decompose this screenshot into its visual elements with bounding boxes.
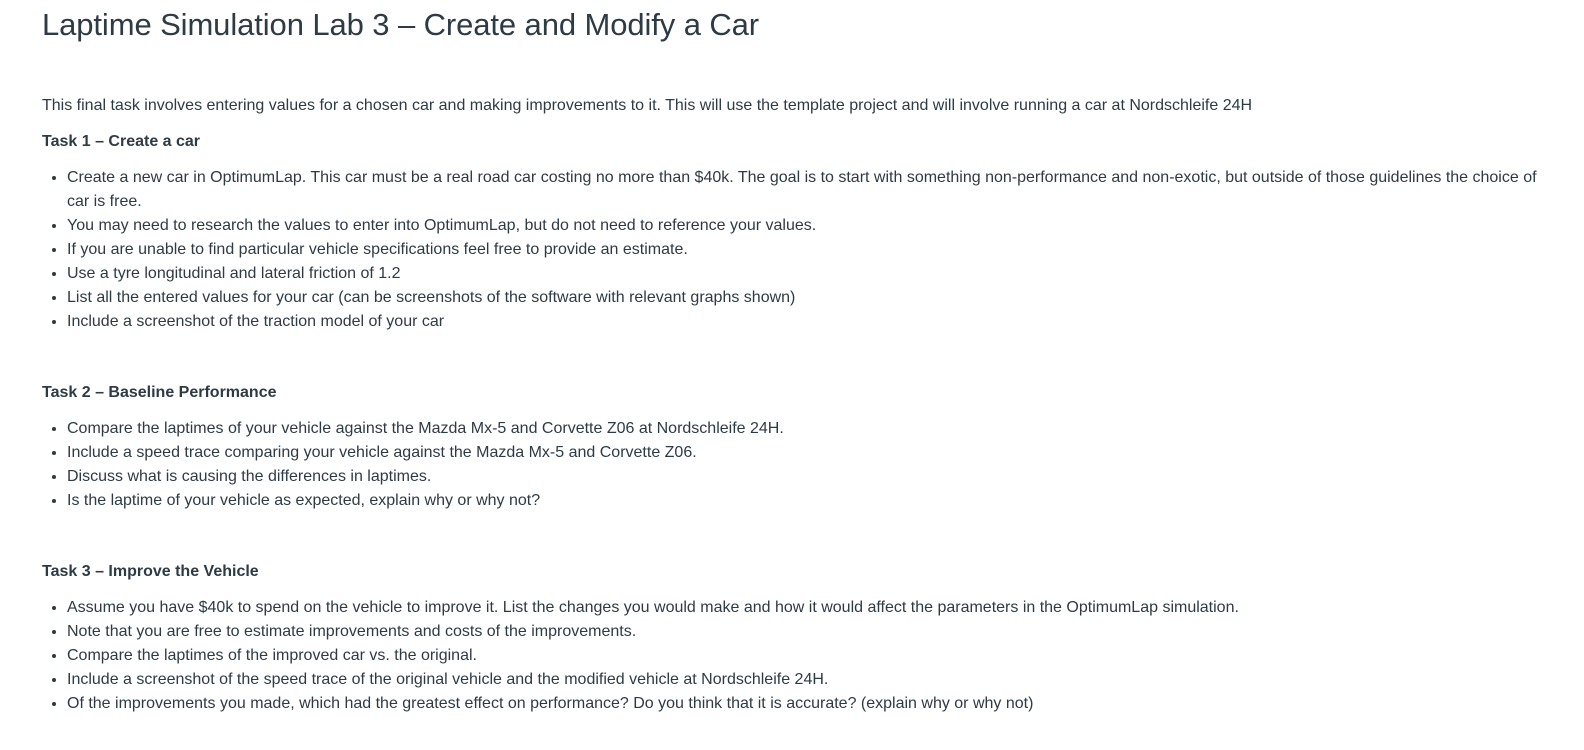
list-item: • Include a screenshot of the traction model of your car <box>67 310 1557 334</box>
list-item: • Note that you are free to estimate improvements and costs of the improvements. <box>67 620 1557 644</box>
list-item: • If you are unable to find particular vehicle specifications feel free to provide an estimate. <box>67 238 1557 262</box>
list-item: • List all the entered values for your car (can be screenshots of the software with relevant graphs shown) <box>67 286 1557 310</box>
task-3-heading: Task 3 – Improve the Vehicle <box>42 563 259 580</box>
list-item: • Is the laptime of your vehicle as expected, explain why or why not? <box>67 489 1557 513</box>
task-1-list <box>42 166 1557 334</box>
task-2-list <box>42 417 1557 513</box>
page-title: Laptime Simulation Lab 3 – Create and Modify a Car <box>42 7 760 42</box>
list-item: • Compare the laptimes of the improved car vs. the original. <box>67 644 1557 668</box>
list-item: • Create a new car in OptimumLap. This car must be a real road car costing no more than $40k. The goal is to start with something non-performance and non-exotic, but outside of those guidelines the choice of car is free. <box>67 166 1557 214</box>
task-3-list <box>42 596 1557 716</box>
list-item: • Use a tyre longitudinal and lateral friction of 1.2 <box>67 262 1557 286</box>
task-1-section <box>42 130 1584 334</box>
task-1-heading: Task 1 – Create a car <box>42 133 201 150</box>
list-item: • Discuss what is causing the differences in laptimes. <box>67 465 1557 489</box>
list-item: • Compare the laptimes of your vehicle against the Mazda Mx-5 and Corvette Z06 at Nordschleife 24H. <box>67 417 1557 441</box>
list-item: • Include a speed trace comparing your vehicle against the Mazda Mx-5 and Corvette Z06. <box>67 441 1557 465</box>
task-2-section <box>42 381 1584 513</box>
list-item: • You may need to research the values to enter into OptimumLap, but do not need to reference your values. <box>67 214 1557 238</box>
task-3-section <box>42 560 1584 716</box>
list-item: • Of the improvements you made, which had the greatest effect on performance? Do you think that it is accurate? (explain why or why not) <box>67 692 1557 716</box>
intro-paragraph: This final task involves entering values for a chosen car and making improvements to it. This will use the template project and will involve running a car at Nordschleife 24H <box>42 97 1253 114</box>
list-item: • Include a screenshot of the speed trace of the original vehicle and the modified vehicle at Nordschleife 24H. <box>67 668 1557 692</box>
list-item: • Assume you have $40k to spend on the vehicle to improve it. List the changes you would make and how it would affect the parameters in the OptimumLap simulation. <box>67 596 1557 620</box>
task-2-heading: Task 2 – Baseline Performance <box>42 384 277 401</box>
